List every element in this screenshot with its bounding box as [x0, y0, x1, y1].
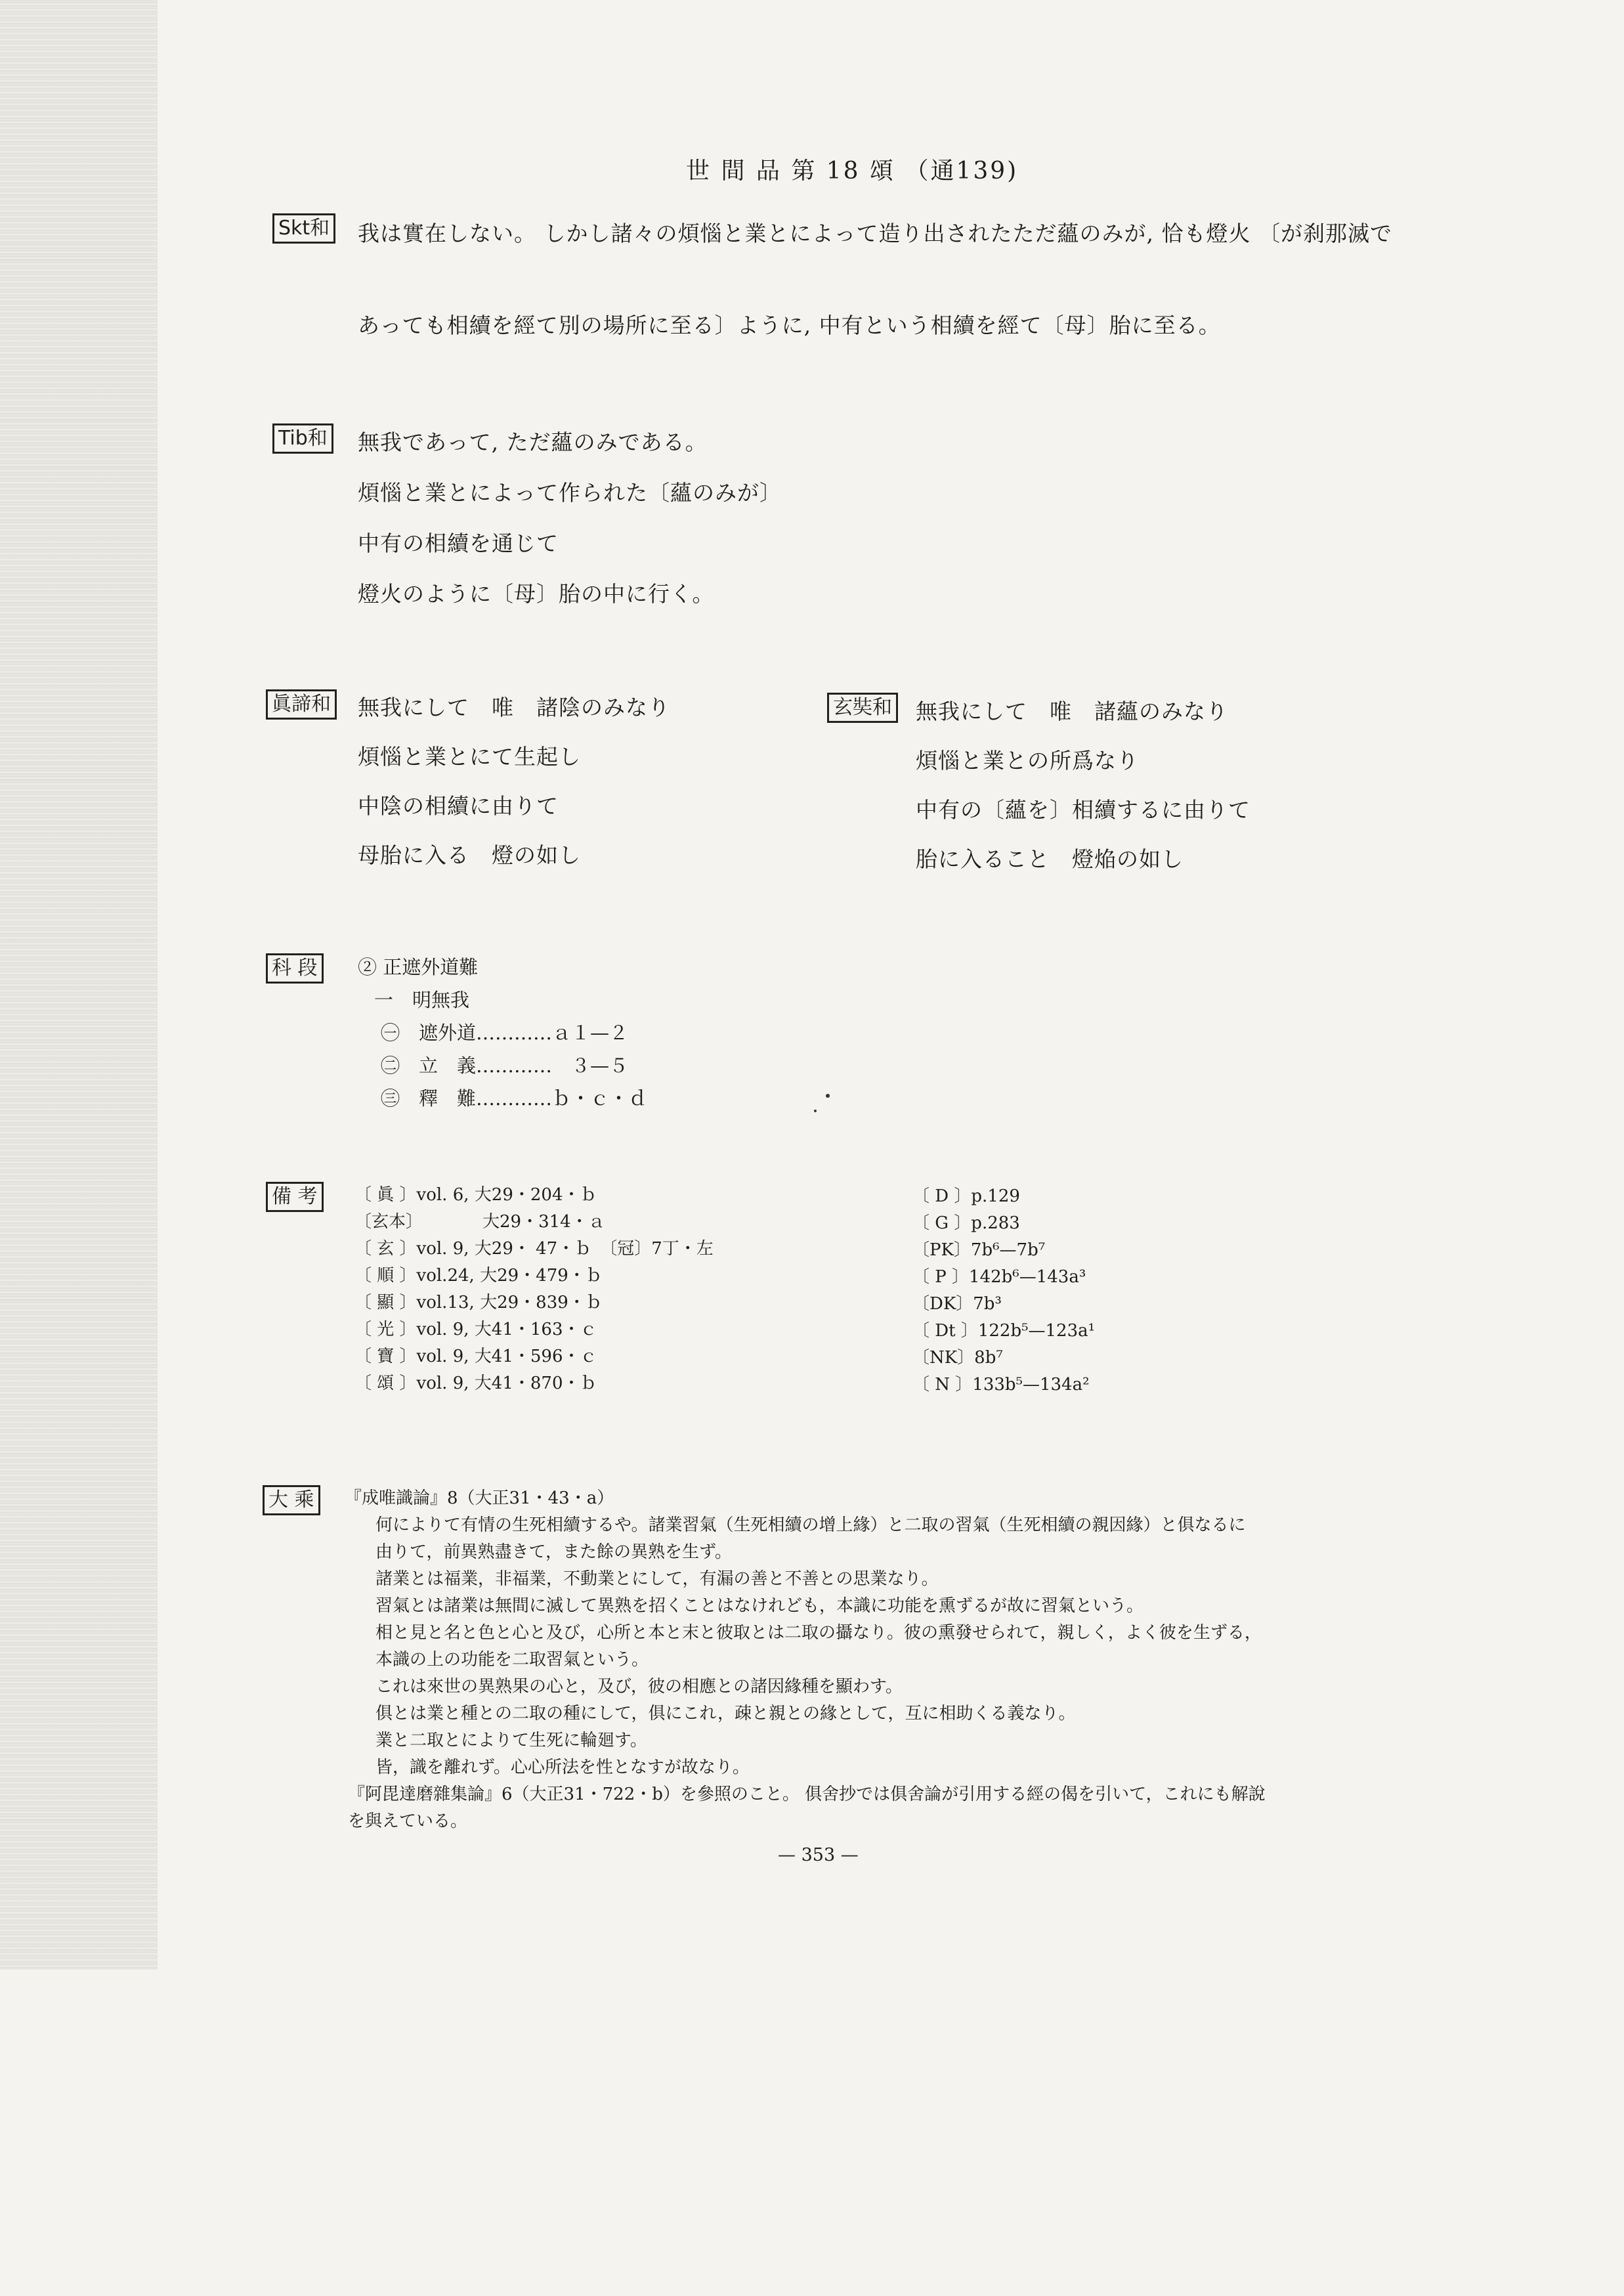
- shindai-line-3: 中陰の相續に由りて: [358, 793, 559, 819]
- shindai-label: [266, 689, 337, 720]
- tib-line-3: 中有の相續を通じて: [358, 531, 559, 556]
- tib-line-4: 燈火のように〔母〕胎の中に行く。: [358, 581, 715, 607]
- daijo-line-9: 俱とは業と種との二取の種にして，俱にこれ，疎と親との緣として，互に相助くる義なり。: [375, 1704, 1076, 1723]
- kadan-line-5: ㊂ 釋 難…………ｂ・ｃ・ｄ: [381, 1087, 648, 1110]
- biko-left-4: 〔 順 〕vol.24, 大29・479・ｂ: [354, 1266, 603, 1286]
- daijo-line-10: 業と二取とによりて生死に輪廻す。: [375, 1731, 647, 1750]
- skt-label-box: Skt和: [272, 213, 335, 244]
- daijo-body: [375, 1512, 1262, 1781]
- biko-right-5: 〔DK〕7b³: [912, 1294, 1002, 1314]
- tib-line-2: 煩惱と業とによって作られた〔蘊のみが〕: [358, 480, 782, 506]
- daijo-line-1: 『成唯識論』8（大正31・43・a）: [345, 1488, 614, 1508]
- biko-left-5: 〔 顯 〕vol.13, 大29・839・ｂ: [354, 1293, 603, 1312]
- daijo-line-4: 諸業とは福業，非福業，不動業とにして，有漏の善と不善との思業なり。: [375, 1569, 939, 1589]
- biko-right-8: 〔 N 〕133b⁵—134a²: [912, 1375, 1090, 1395]
- daijo-line-5: 習氣とは諸業は無間に滅して異熟を招くことはなけれども，本識に功能を熏ずるが故に習氣という。: [375, 1596, 1144, 1616]
- biko-label-box: 備 考: [266, 1182, 324, 1212]
- tib-label: [272, 423, 333, 454]
- shindai-verse: [358, 691, 670, 888]
- kadan-line-1: ② 正遮外道難: [358, 956, 479, 978]
- biko-left-3: 〔 玄 〕vol. 9, 大29・ 47・ｂ 〔冠〕7丁・左: [354, 1239, 714, 1259]
- biko-left-6: 〔 光 〕vol. 9, 大41・163・ｃ: [354, 1320, 597, 1339]
- daijo-label: [263, 1485, 320, 1515]
- daijo-line-3: 由りて，前異熟盡きて，また餘の異熟を生ず。: [375, 1542, 732, 1562]
- daijo-line-13: を與えている。: [348, 1811, 468, 1831]
- biko-right-7: 〔NK〕8b⁷: [912, 1348, 1003, 1368]
- skt-line-1: 我は實在しない。 しかし諸々の煩惱と業とによって造り出されたただ蘊のみが, 恰も燈火 〔が刹那滅で: [358, 221, 1392, 246]
- genjo-line-2: 煩惱と業との所爲なり: [916, 748, 1139, 773]
- shindai-line-4: 母胎に入る 燈の如し: [358, 842, 581, 868]
- kadan-label-box: 科 段: [266, 953, 324, 984]
- genjo-line-1: 無我にして 唯 諸蘊のみなり: [916, 699, 1228, 724]
- biko-left-1: 〔 眞 〕vol. 6, 大29・204・ｂ: [354, 1185, 597, 1205]
- scan-edge-shadow: [0, 0, 158, 1970]
- biko-right-4: 〔 P 〕142b⁶—143a³: [912, 1267, 1086, 1287]
- biko-label: [266, 1182, 324, 1212]
- biko-right-column: [912, 1183, 1095, 1398]
- genjo-verse: [916, 695, 1250, 892]
- genjo-label-box: 玄奘和: [827, 693, 898, 723]
- kadan-line-2: 一 明無我: [374, 989, 470, 1011]
- biko-right-3: 〔PK〕7b⁶—7b⁷: [912, 1240, 1046, 1260]
- kadan-label: [266, 953, 324, 984]
- daijo-line-6: 相と見と名と色と心と及び，心所と本と末と彼取とは二取の攝なり。彼の熏發せられて，親しく，よく彼を生ずる，: [375, 1623, 1262, 1643]
- kadan-line-4: ㊁ 立 義………… ３—５: [381, 1054, 629, 1077]
- page-number: — 353 —: [778, 1845, 859, 1865]
- scan-speck: [826, 1094, 830, 1098]
- daijo-label-box: 大 乘: [263, 1485, 320, 1515]
- shindai-line-2: 煩惱と業とにて生起し: [358, 744, 581, 769]
- shindai-label-box: 眞諦和: [266, 689, 337, 720]
- tib-label-box: Tib和: [272, 423, 333, 454]
- page-title: 世 間 品 第 18 頌 （通139): [686, 158, 1019, 184]
- biko-left-2: 〔玄本〕 大29・314・ａ: [354, 1212, 605, 1232]
- genjo-line-4: 胎に入ること 燈焔の如し: [916, 846, 1184, 872]
- biko-right-1: 〔 D 〕p.129: [912, 1186, 1020, 1206]
- daijo-line-8: これは來世の異熟果の心と，及び，彼の相應との諸因緣種を顯わす。: [375, 1677, 903, 1697]
- genjo-line-3: 中有の〔蘊を〕相續するに由りて: [916, 797, 1250, 823]
- shindai-line-1: 無我にして 唯 諸陰のみなり: [358, 695, 670, 720]
- daijo-line-7: 本識の上の功能を二取習氣という。: [375, 1650, 649, 1670]
- tib-line-1: 無我であって, ただ蘊のみである。: [358, 429, 708, 455]
- daijo-line-11: 皆，識を離れず。心心所法を性となすが故なり。: [375, 1758, 750, 1777]
- daijo-line-2: 何によりて有情の生死相續するや。諸業習氣（生死相續の增上緣）と二取の習氣（生死相續の親因緣）と俱なるに: [375, 1515, 1246, 1535]
- biko-right-2: 〔 G 〕p.283: [912, 1213, 1020, 1233]
- skt-label: [272, 213, 335, 244]
- kadan-line-3: ㊀ 遮外道…………ａ１—２: [381, 1022, 629, 1044]
- genjo-label: [827, 693, 898, 723]
- daijo-line-12: 『阿毘達磨雜集論』6（大正31・722・b）を參照のこと。 俱舍抄では俱舍論が引用する經の偈を引いて，これにも解說: [348, 1785, 1266, 1804]
- skt-line-2: あっても相續を經て別の場所に至る〕ように, 中有という相續を經て〔母〕胎に至る。: [358, 313, 1221, 338]
- scan-speck: [814, 1110, 817, 1112]
- biko-left-7: 〔 寶 〕vol. 9, 大41・596・ｃ: [354, 1347, 597, 1366]
- daijo-tail: [348, 1781, 1266, 1835]
- biko-left-column: [354, 1182, 714, 1397]
- biko-left-8: 〔 頌 〕vol. 9, 大41・870・ｂ: [354, 1374, 597, 1393]
- tib-verse: [358, 425, 782, 628]
- biko-right-6: 〔 Dt 〕122b⁵—123a¹: [912, 1321, 1096, 1341]
